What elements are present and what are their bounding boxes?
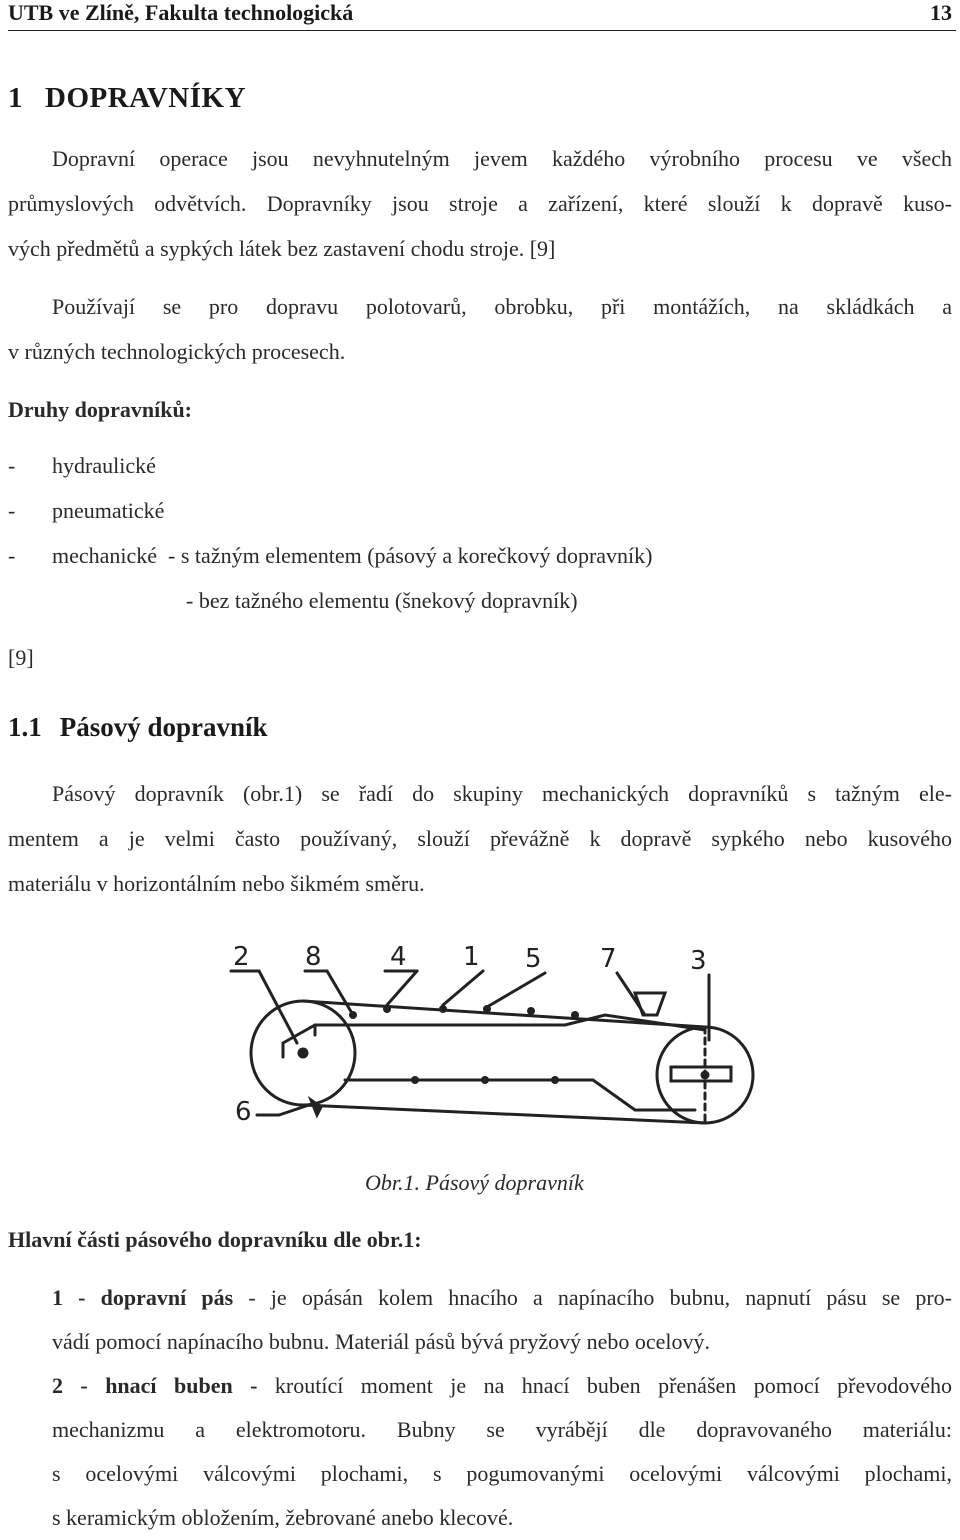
figure-caption: Obr.1. Pásový dopravník — [365, 1170, 584, 1195]
section-title: Pásový dopravník — [59, 712, 268, 742]
intro-p1-line1: Dopravní operace jsou nevyhnutelným jevem každého výrobního procesu ve všech — [52, 146, 952, 171]
figure-label: 2 — [233, 942, 250, 972]
part2-line1 — [52, 1364, 952, 1408]
reference: [9] — [8, 645, 34, 670]
intro-p2-line1: Používají se pro dopravu polotovarů, obrobku, při montážích, na skládkách a — [52, 294, 952, 319]
figure-label: 5 — [525, 944, 542, 974]
part2-line2: mechanizmu a elektromotoru. Bubny se vyrábějí dle dopravovaného materiálu: — [52, 1417, 952, 1442]
section-line1: Pásový dopravník (obr.1) se řadí do skupiny mechanických dopravníků s tažným ele- — [52, 781, 952, 806]
part1-text: - je opásán kolem hnacího a napínacího bubnu, napnutí pásu se pro- — [233, 1285, 952, 1310]
chapter-number: 1 — [8, 82, 23, 114]
section-line3: materiálu v horizontálním nebo šikmém směru. — [8, 871, 425, 896]
intro-p2-line2: v různých technologických procesech. — [8, 339, 346, 364]
figure-label: 7 — [600, 944, 617, 974]
list-item-text: hydraulické — [52, 453, 156, 478]
figure-label: 4 — [390, 942, 407, 972]
figure-label: 1 — [463, 942, 480, 972]
figure-label: 3 — [690, 946, 707, 976]
list-dash: - — [8, 498, 16, 523]
list-dash: - — [8, 453, 16, 478]
types-heading: Druhy dopravníků: — [8, 397, 193, 422]
intro-p1-line2: průmyslových odvětvích. Dopravníky jsou stroje a zařízení, které slouží k dopravě kuso- — [8, 191, 952, 216]
part2-line4: s keramickým obložením, žebrované anebo klecové. — [52, 1505, 514, 1530]
header-title: UTB ve Zlíně, Fakulta technologická — [8, 0, 354, 25]
part1-term: 1 - dopravní pás — [52, 1285, 234, 1310]
list-item — [8, 444, 15, 488]
list-sub-item: - bez tažného elementu (šnekový dopravník) — [186, 588, 578, 613]
section-heading — [8, 712, 268, 743]
list-item — [8, 489, 15, 533]
part1-line1 — [52, 1276, 952, 1320]
figure-label: 6 — [235, 1097, 252, 1127]
part2-text: kroutící moment je na hnací buben přenášen pomocí převodového — [257, 1373, 952, 1398]
parts-heading: Hlavní části pásového dopravníku dle obr.1: — [8, 1227, 422, 1252]
list-item — [8, 534, 15, 578]
page-number: 13 — [930, 0, 952, 25]
part2-line3: s ocelovými válcovými plochami, s pogumovanými ocelovými válcovými plochami, — [52, 1461, 952, 1486]
list-item-text: pneumatické — [52, 498, 165, 523]
part1-line2: vádí pomocí napínacího bubnu. Materiál pásů bývá pryžový nebo ocelový. — [52, 1329, 710, 1354]
part2-term: 2 - hnací buben - — [52, 1373, 258, 1398]
chapter-title: DOPRAVNÍKY — [45, 82, 247, 114]
belt-conveyor-figure — [225, 935, 765, 1140]
section-number: 1.1 — [8, 712, 42, 742]
section-line2: mentem a je velmi často používaný, slouží převážně k dopravě sypkého nebo kusového — [8, 826, 952, 851]
chapter-heading — [8, 82, 246, 115]
list-dash: - — [8, 543, 16, 568]
figure-label: 8 — [305, 942, 322, 972]
list-item-text: mechanické - s tažným elementem (pásový a korečkový dopravník) — [52, 543, 653, 568]
page-header — [8, 0, 956, 31]
intro-p1-line3: vých předmětů a sypkých látek bez zastavení chodu stroje. [9] — [8, 236, 556, 261]
